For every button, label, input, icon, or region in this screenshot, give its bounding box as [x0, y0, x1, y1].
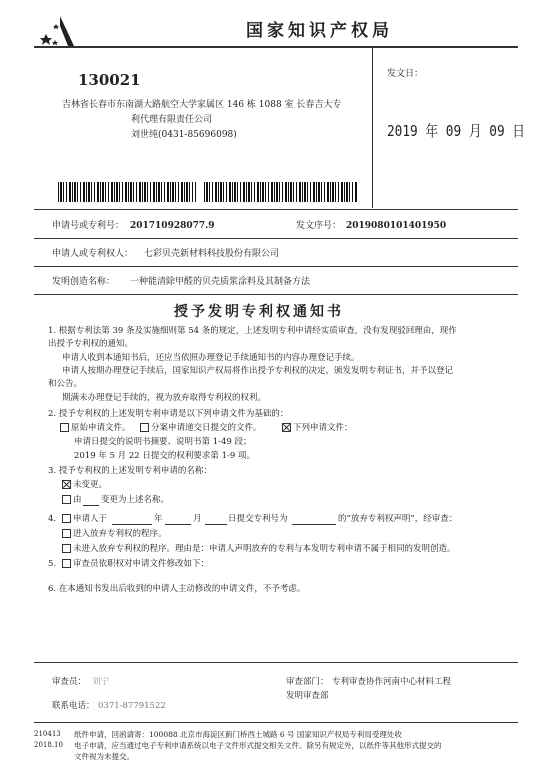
p4-declaration-text: 的“放弃专利权声明”，经审查： [338, 514, 458, 524]
p6-text: 6. 在本通知书发出后收到的申请人主动修改的申请文件，不予考虑。 [48, 584, 306, 594]
department-line-1: 专利审查协作河南中心材料工程 [332, 677, 452, 687]
applicant-label: 申请人或专利权人： [52, 249, 134, 259]
original-files-checkbox[interactable] [60, 423, 69, 432]
abandon-entered-checkbox[interactable] [62, 529, 71, 538]
department-line-2: 发明审查部 [286, 691, 329, 701]
notice-title: 授予发明专利权通知书 [174, 304, 344, 320]
abandon-not-entered-label: 未进入放弃专利权的程序。理由是：申请人声明放弃的专利与本发明专利申请不属于相同的发明创造。 [73, 544, 456, 554]
address-line-1: 吉林省长春市东南湖大路航空大学家属区 146 栋 1088 室 长春吉大专 [62, 100, 342, 110]
name-changed-checkbox[interactable] [62, 495, 71, 504]
barcode-right [204, 182, 358, 202]
cnipa-logo [38, 14, 78, 50]
serial-label: 发文序号： [296, 221, 342, 231]
p4-day-text: 日提交专利号为 [228, 514, 288, 524]
p1-line5: 和公告。 [48, 379, 83, 389]
divisional-files-label: 分案申请递交日提交的文件。 [151, 423, 262, 433]
header-rule [34, 46, 518, 48]
info-rule-1 [34, 238, 518, 239]
electronic-filing-notice-2: 文件视为未提交。 [74, 752, 134, 761]
phone-value: 0371-87791522 [98, 701, 166, 711]
contact-name: 刘世纯(0431-85696098) [131, 130, 237, 140]
invention-title-value: 一种能清除甲醛的贝壳质浆涂料及其制备方法 [130, 277, 311, 287]
footer-rule-top [34, 662, 518, 663]
department-label: 审查部门： [286, 677, 329, 687]
p4-month-text: 月 [193, 514, 202, 524]
name-changed-prefix: 由 [73, 495, 82, 505]
abandon-entered-label: 进入放弃专利权的程序。 [73, 529, 167, 539]
p5-text: 审查员依职权对申请文件修改如下： [73, 559, 210, 569]
return-address-notice: 纸件申请，回函请寄：100088 北京市海淀区蓟门桥西土城路 6 号 国家知识产权局专利局受理处收 [74, 730, 402, 739]
issue-date-value: 2019 年 09 月 09 日 [387, 122, 526, 140]
p2-detail-1: 申请日提交的说明书摘要、说明书第 1-49 段； [74, 437, 252, 447]
phone-label: 联系电话： [52, 701, 95, 711]
name-changed-suffix: 变更为上述名称。 [101, 495, 170, 505]
name-changed-blank[interactable] [83, 505, 99, 506]
p4-patent-no-blank[interactable] [292, 524, 336, 525]
info-rule-2 [34, 266, 518, 267]
postal-code: 130021 [78, 71, 141, 89]
abandon-not-entered-checkbox[interactable] [62, 544, 71, 553]
logo-icon [38, 14, 78, 50]
info-rule-3 [34, 294, 518, 295]
p4-day-blank[interactable] [205, 524, 227, 525]
p1-line2: 出授予专利权的通知。 [48, 339, 134, 349]
app-no-label: 申请号或专利号： [52, 221, 125, 231]
date-box-divider [372, 48, 373, 208]
p4-year-blank[interactable] [112, 524, 152, 525]
serial-value: 2019080101401950 [346, 221, 447, 231]
app-no-value: 201710928077.9 [130, 221, 215, 231]
divisional-files-checkbox[interactable] [140, 423, 149, 432]
office-name: 国家知识产权局 [246, 21, 393, 41]
applicant-value: 七彩贝壳新材料科技股份有限公司 [144, 249, 280, 259]
info-rule-top [34, 209, 518, 210]
p1-line4: 申请人按期办理登记手续后，国家知识产权局将作出授予专利权的决定，颁发发明专利证书，并予以登记 [62, 366, 454, 376]
p5-prefix: 5. [48, 559, 57, 569]
p4-prefix: 4. [48, 514, 57, 524]
examiner-label: 审查员： [52, 677, 87, 687]
footer-rule-bottom [34, 722, 518, 723]
p1-line3: 申请人收到本通知书后，还应当依照办理登记手续通知书的内容办理登记手续。 [62, 353, 360, 363]
p1-line1: 1. 根据专利法第 39 条及实施细则第 54 条的规定，上述发明专利申请经实质审查，没有发现驳回理由，现作 [48, 326, 457, 336]
barcode-left [58, 182, 196, 202]
p4-applicant-text: 申请人于 [73, 514, 108, 524]
p2-detail-2: 2019 年 5 月 22 日提交的权利要求第 1-9 项。 [74, 451, 255, 461]
p2-line1: 2. 授予专利权的上述发明专利申请是以下列申请文件为基础的： [48, 409, 289, 419]
p1-line6: 期满未办理登记手续的，视为放弃取得专利权的权利。 [62, 393, 267, 403]
issue-date-label: 发文日： [387, 69, 424, 79]
examiner-name: 刘宁 [92, 677, 110, 687]
original-files-label: 原始申请文件。 [71, 423, 131, 433]
p5-checkbox[interactable] [62, 559, 71, 568]
address-line-2: 利代理有限责任公司 [131, 115, 213, 125]
following-files-checkbox[interactable] [282, 423, 291, 432]
invention-title-label: 发明创造名称： [52, 277, 116, 287]
p3-line1: 3. 授予专利权的上述发明专利申请的名称： [48, 466, 212, 476]
name-unchanged-label: 未变更。 [73, 480, 108, 490]
p4-year-text: 年 [154, 514, 163, 524]
p4-month-blank[interactable] [165, 524, 191, 525]
form-code-1: 210413 [34, 730, 61, 738]
p4-checkbox[interactable] [62, 514, 71, 523]
following-files-label: 下列申请文件： [293, 423, 353, 433]
name-unchanged-checkbox[interactable] [62, 480, 71, 489]
form-code-2: 2018.10 [34, 741, 63, 749]
electronic-filing-notice: 电子申请，应当通过电子专利申请系统以电子文件形式提交相关文件。除另有规定外，以纸件等其他形式提交的 [74, 741, 442, 750]
